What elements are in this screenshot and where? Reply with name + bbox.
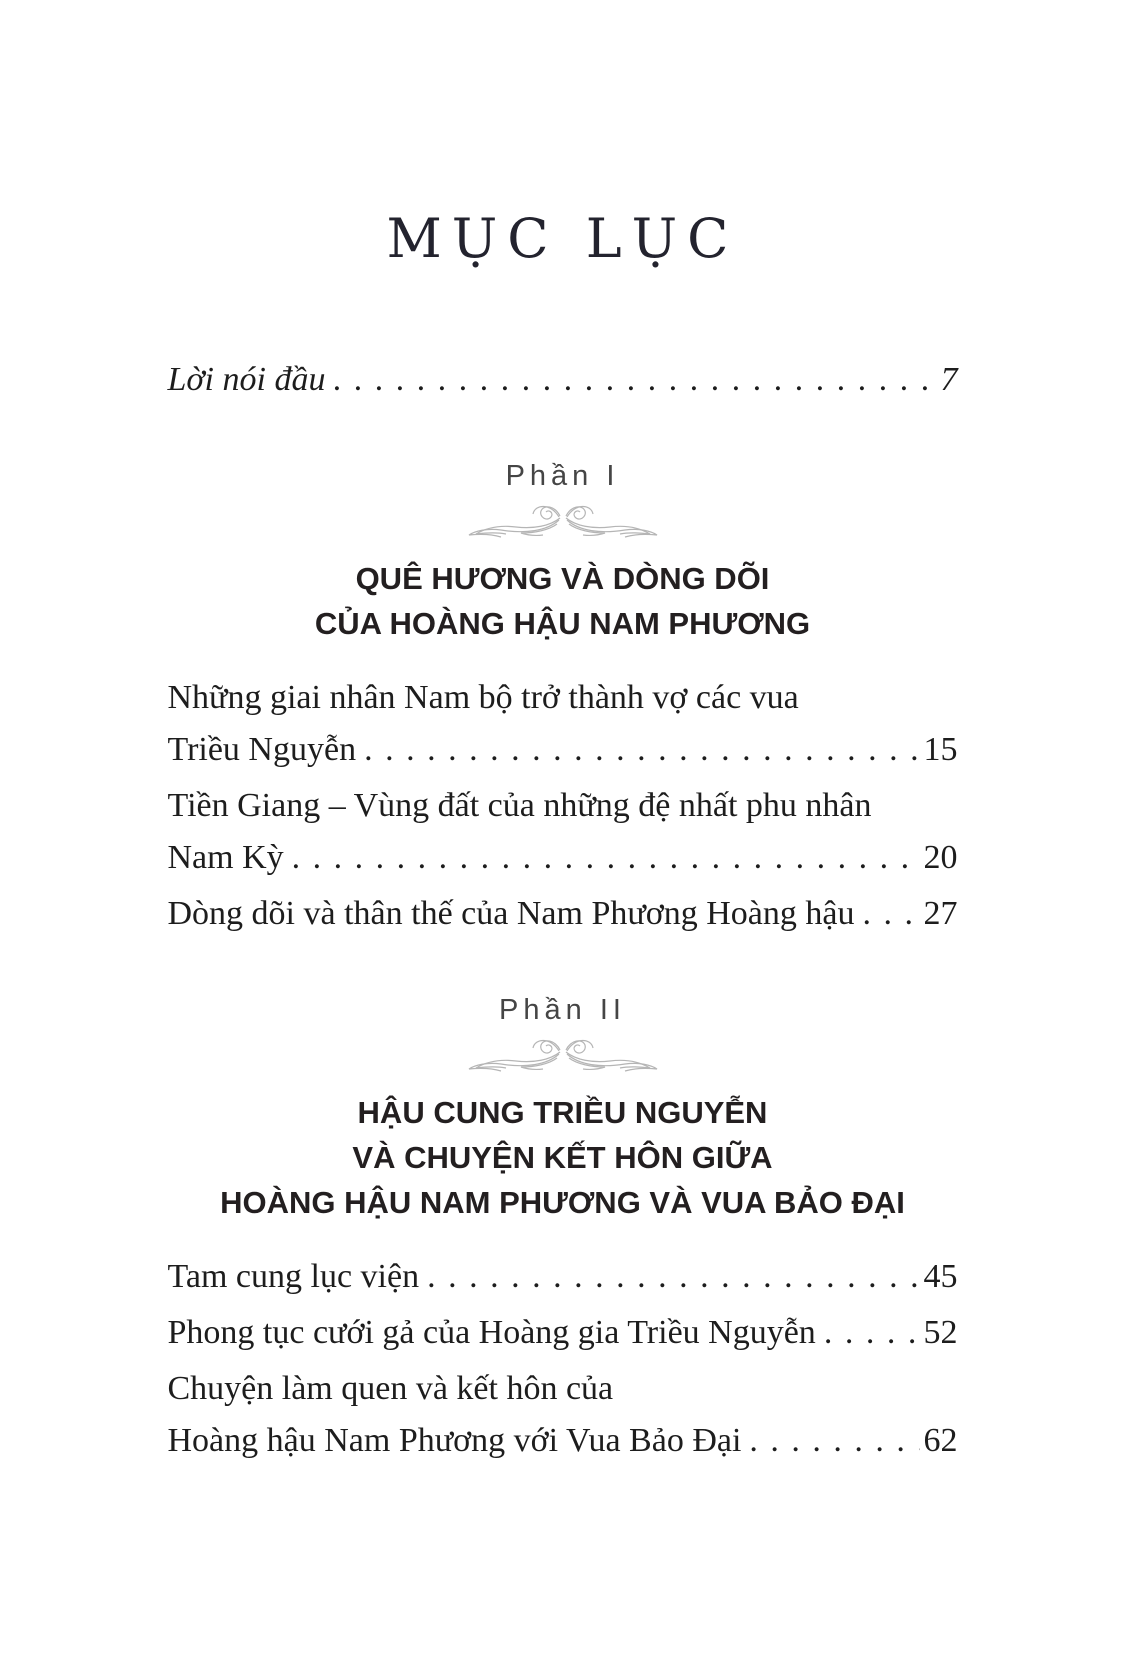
toc-entries-part1 [168,672,958,940]
toc-entry-text: Triều Nguyễn [167,731,357,768]
section-ornament [168,500,958,542]
toc-entry-text: Những giai nhân Nam bộ trở thành vợ các vua [167,679,799,716]
toc-entry-text: Phong tục cưới gả của Hoàng gia Triều Nguyễn [167,1314,816,1351]
toc-entry-text: Dòng dõi và thân thế của Nam Phương Hoàng hậu [167,895,855,932]
dot-leader [333,354,936,406]
toc-entry [168,1307,958,1359]
toc-entry [168,672,958,776]
page-number: 52 [923,1314,958,1351]
toc-entry [168,780,958,884]
toc-entry [168,1251,958,1303]
dot-leader [824,1307,920,1359]
section-title-line: VÀ CHUYỆN KẾT HÔN GIỮA [352,1140,773,1175]
page-number: 62 [923,1422,958,1459]
dot-leader [749,1415,919,1467]
page-number: 27 [923,895,958,932]
section-title-line: QUÊ HƯƠNG VÀ DÒNG DÕI [355,561,770,596]
part-label-2: Phần II [499,994,626,1026]
section-title-line: HẬU CUNG TRIỀU NGUYỄN [357,1095,768,1130]
toc-entry-text: Nam Kỳ [167,839,284,876]
dot-leader [292,832,920,884]
toc-entry [168,1363,958,1467]
page-number: 15 [923,731,958,768]
section-title-line: CỦA HOÀNG HẬU NAM PHƯƠNG [314,606,811,641]
dot-leader [863,888,920,940]
section-ornament [168,1034,958,1076]
flourish-icon [458,500,668,542]
toc-entry-text: Hoàng hậu Nam Phương với Vua Bảo Đại [167,1422,742,1459]
page-title: MỤC LỤC [386,207,739,270]
part-label-1: Phần I [505,460,620,492]
dot-leader [364,724,919,776]
page-number: 7 [940,361,958,398]
toc-entry [168,888,958,940]
preface-entry [168,354,958,406]
toc-entry-text: Chuyện làm quen và kết hôn của [167,1370,614,1407]
section-title-2 [168,1090,958,1225]
flourish-icon [458,1034,668,1076]
section-title-line: HOÀNG HẬU NAM PHƯƠNG VÀ VUA BẢO ĐẠI [220,1185,905,1220]
section-title-1 [168,556,958,646]
toc-content [168,0,958,1467]
dot-leader [427,1251,919,1303]
toc-entries-part2 [168,1251,958,1467]
page-number: 20 [923,839,958,876]
toc-entry-text: Tam cung lục viện [167,1258,420,1295]
preface-label: Lời nói đầu [167,361,326,398]
page-number: 45 [923,1258,958,1295]
toc-entry-text: Tiền Giang – Vùng đất của những đệ nhất phu nhân [167,787,872,824]
